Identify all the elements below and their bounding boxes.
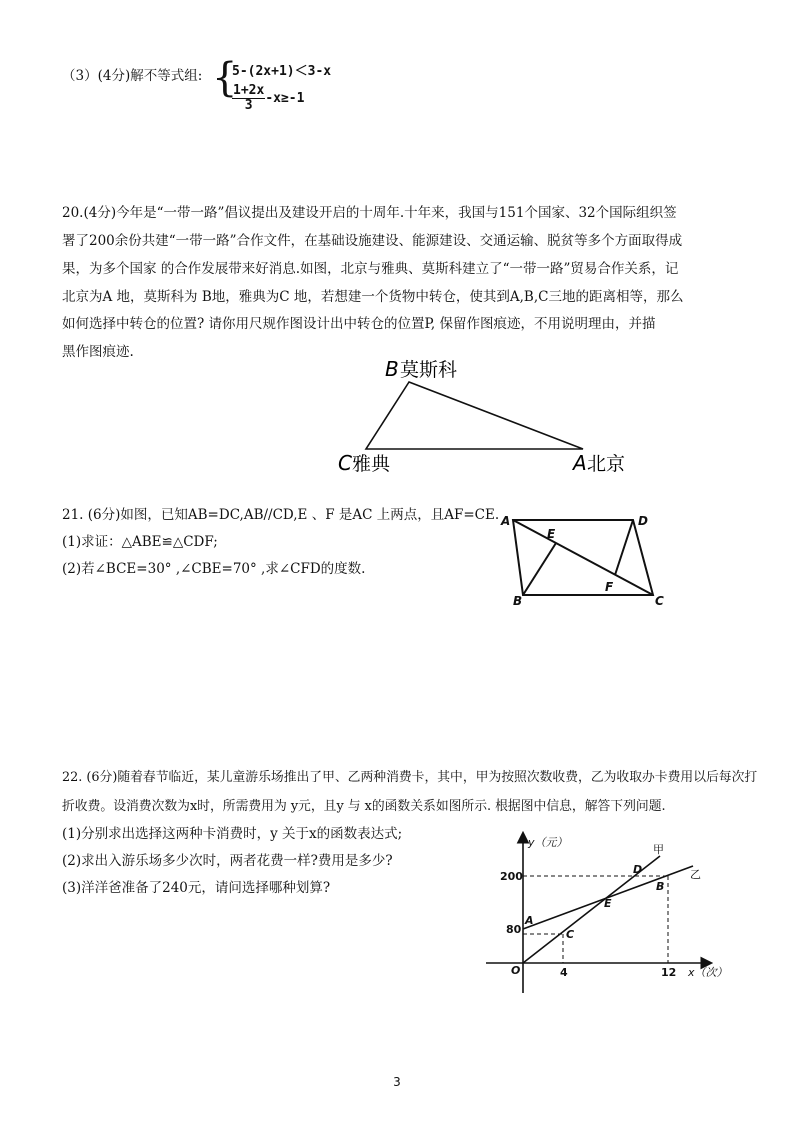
inequality-2-tail: -x≥-1 bbox=[265, 91, 305, 106]
label-c-letter: C bbox=[338, 451, 352, 475]
q22-line-3: (1)分别求出选择这两种卡消费时，y 关于x的函数表达式; bbox=[62, 826, 403, 842]
pt-b-graph: B bbox=[656, 880, 665, 893]
label-jia: 甲 bbox=[653, 843, 664, 856]
label-a-city: 北京 bbox=[587, 453, 626, 475]
q22-line-4: (2)求出入游乐场多少次时，两者花费一样?费用是多少? bbox=[62, 853, 393, 869]
x-axis-label: x（次） bbox=[688, 966, 728, 979]
pt-a-graph: A bbox=[525, 914, 534, 927]
q20-line-2: 署了200余份共建“一带一路”合作文件，在基础设施建设、能源建设、交通运输、脱贫等多个方面取得成 bbox=[62, 233, 683, 249]
q22-line-2: 折收费。设消费次数为x时，所需费用为 y元，且y 与 x的函数关系如图所示. 根据图中信息，解答下列问题. bbox=[62, 799, 666, 814]
pt-c: C bbox=[655, 594, 664, 608]
q22-function-graph bbox=[478, 828, 728, 998]
q20-line-3: 果，为多个国家 的合作发展带来好消息.如图，北京与雅典、莫斯科建立了“一带一路”贸易合作关系，记 bbox=[62, 261, 679, 277]
pt-c-graph: C bbox=[566, 928, 575, 941]
q20-line-4: 北京为A 地，莫斯科为 B地，雅典为C 地，若想建一个货物中转仓，使其到A,B,C三地的距离相等，那么 bbox=[62, 289, 684, 305]
x-tick-4: 4 bbox=[560, 966, 568, 979]
label-a-letter: A bbox=[573, 451, 587, 475]
fraction-denominator: 3 bbox=[244, 98, 253, 113]
triangle-abc bbox=[366, 382, 583, 449]
q21-line-3: (2)若∠BCE=30° ,∠CBE=70° ,求∠CFD的度数. bbox=[62, 561, 366, 577]
pt-e: E bbox=[547, 527, 556, 541]
pt-e-graph: E bbox=[604, 897, 612, 910]
y-tick-200: 200 bbox=[500, 870, 523, 883]
q21-line-2: (1)求证：△ABE≌△CDF; bbox=[62, 534, 218, 550]
q20-line-6: 黑作图痕迹. bbox=[62, 344, 134, 360]
q21-line-1: 21. (6分)如图，已知AB=DC,AB//CD,E 、F 是AC 上两点，且AF=CE. bbox=[62, 507, 500, 523]
pt-d: D bbox=[638, 514, 648, 528]
system-brace: { bbox=[212, 55, 238, 101]
q22-line-1: 22. (6分)随着春节临近，某儿童游乐场推出了甲、乙两种消费卡，其中，甲为按照次数收费，乙为收取办卡费用以后每次打 bbox=[62, 770, 758, 785]
q20-line-5: 如何选择中转仓的位置? 请你用尺规作图设计出中转仓的位置P, 保留作图痕迹，不用说明理由，并描 bbox=[62, 316, 656, 332]
diagonal-ac bbox=[513, 520, 653, 595]
q20-line-1: 20.(4分)今年是“一带一路”倡议提出及建设开启的十周年.十年来，我国与151个国家、32个国际组织签 bbox=[62, 205, 677, 221]
pt-f: F bbox=[605, 580, 614, 594]
label-b-letter: B bbox=[385, 357, 399, 381]
q21-parallelogram-figure bbox=[495, 505, 675, 610]
y-tick-80: 80 bbox=[506, 923, 522, 936]
segment-df bbox=[615, 520, 633, 575]
q20-triangle-figure bbox=[330, 352, 650, 482]
inequality-1: 5-(2x+1)＜3-x bbox=[232, 64, 332, 79]
x-tick-12: 12 bbox=[661, 966, 677, 979]
segment-be bbox=[523, 543, 556, 595]
y-axis-label: y（元） bbox=[528, 836, 568, 849]
origin-label: O bbox=[511, 964, 521, 977]
label-c-city: 雅典 bbox=[352, 453, 391, 475]
pt-d-graph: D bbox=[633, 863, 643, 876]
q22-line-5: (3)洋洋爸准备了240元，请问选择哪种划算? bbox=[62, 880, 331, 896]
inequality-2 bbox=[232, 84, 304, 113]
fraction-numerator: 1+2x bbox=[233, 83, 265, 98]
pt-a: A bbox=[501, 514, 511, 528]
q19-label: （3）(4分)解不等式组: bbox=[62, 68, 203, 84]
page-number: 3 bbox=[393, 1075, 401, 1089]
label-yi: 乙 bbox=[690, 868, 701, 881]
label-b-city: 莫斯科 bbox=[400, 359, 458, 381]
pt-b: B bbox=[513, 594, 523, 608]
